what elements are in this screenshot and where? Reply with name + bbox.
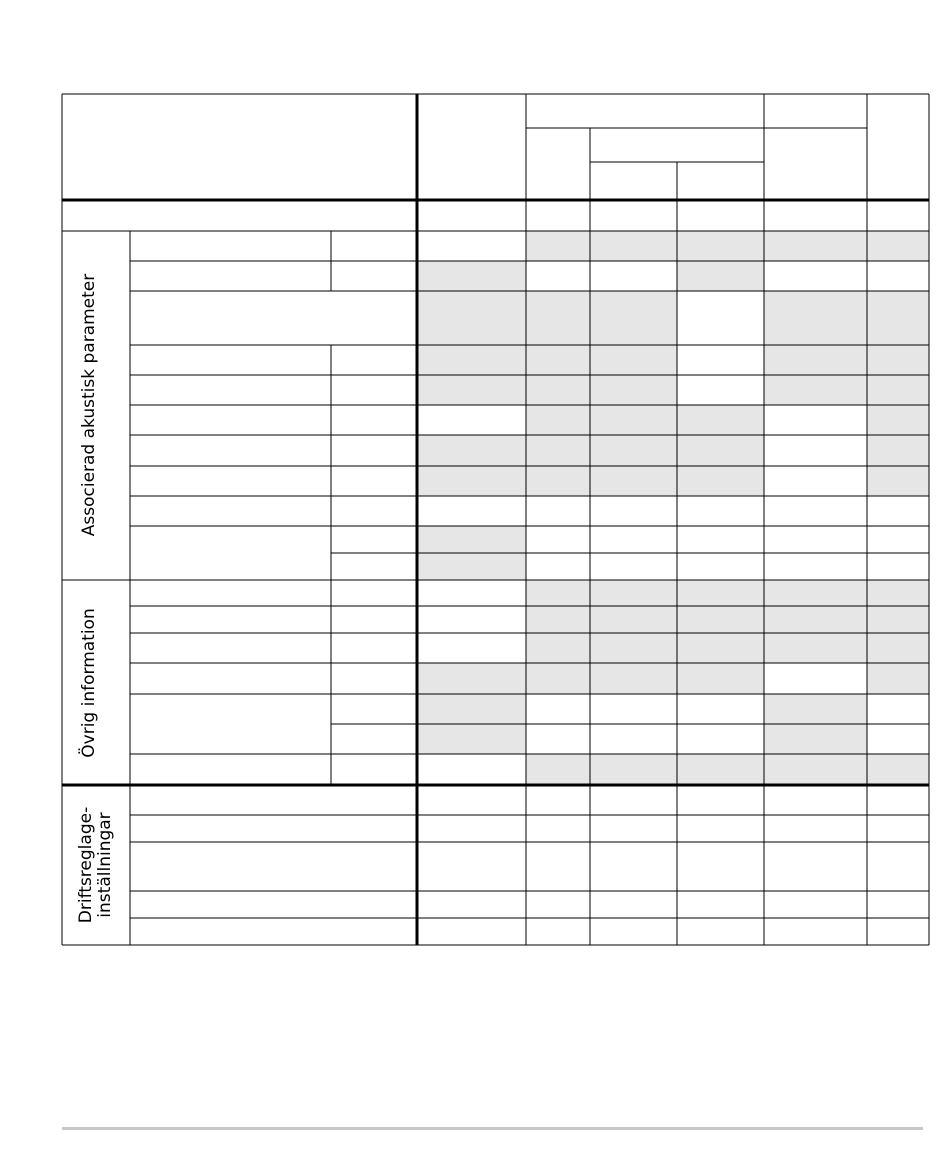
- shaded-cell: [526, 580, 590, 606]
- shaded-cell: [590, 606, 677, 633]
- shaded-cell: [867, 435, 929, 466]
- shaded-cell: [417, 375, 526, 405]
- shaded-cell: [764, 375, 867, 405]
- shaded-cell: [526, 466, 590, 496]
- shaded-cell: [677, 231, 764, 261]
- shaded-cell: [677, 405, 764, 435]
- shaded-cell: [764, 580, 867, 606]
- shaded-cell: [417, 261, 526, 291]
- footer-rule: [62, 1127, 923, 1130]
- shaded-cell: [526, 435, 590, 466]
- shaded-cell: [867, 231, 929, 261]
- table-gridlines: [62, 94, 929, 945]
- shaded-cell: [590, 633, 677, 663]
- shaded-cell: [867, 291, 929, 345]
- shaded-cell: [677, 754, 764, 785]
- shaded-cell: [526, 375, 590, 405]
- shaded-cell: [764, 724, 867, 754]
- shaded-cell: [867, 405, 929, 435]
- shaded-cell: [764, 345, 867, 375]
- shaded-cell: [526, 405, 590, 435]
- shaded-cell: [677, 435, 764, 466]
- group-label-associated: Associerad akustisk parameter: [79, 273, 99, 537]
- shaded-cell: [417, 435, 526, 466]
- shaded-cell: [590, 345, 677, 375]
- shaded-cell: [867, 663, 929, 694]
- shaded-cell: [590, 231, 677, 261]
- shaded-cell: [677, 466, 764, 496]
- shaded-cell: [417, 291, 526, 345]
- shaded-cell: [417, 724, 526, 754]
- shaded-cell: [677, 580, 764, 606]
- shaded-cell: [764, 606, 867, 633]
- shaded-cell: [677, 633, 764, 663]
- shaded-cell: [417, 345, 526, 375]
- shaded-cell: [417, 694, 526, 724]
- shaded-cell: [526, 606, 590, 633]
- shaded-cell: [764, 291, 867, 345]
- shaded-cell: [764, 633, 867, 663]
- shaded-cell: [867, 754, 929, 785]
- shaded-cell: [590, 291, 677, 345]
- shaded-cell: [867, 375, 929, 405]
- shaded-cell: [590, 580, 677, 606]
- shaded-cell: [417, 553, 526, 580]
- shaded-cell: [867, 466, 929, 496]
- shaded-cell: [417, 526, 526, 553]
- shaded-cell: [677, 606, 764, 633]
- shaded-cell: [590, 466, 677, 496]
- shaded-cell: [867, 580, 929, 606]
- shaded-cells: [417, 231, 929, 785]
- shaded-cell: [526, 663, 590, 694]
- shaded-cell: [417, 663, 526, 694]
- shaded-cell: [677, 261, 764, 291]
- shaded-cell: [526, 345, 590, 375]
- shaded-cell: [764, 231, 867, 261]
- shaded-cell: [590, 663, 677, 694]
- group-label-controls-line2: inställningar: [95, 812, 115, 918]
- shaded-cell: [590, 754, 677, 785]
- shaded-cell: [867, 633, 929, 663]
- shaded-cell: [764, 694, 867, 724]
- group-label-controls: [77, 807, 115, 923]
- shaded-cell: [590, 435, 677, 466]
- group-label-other-info: Övrig information: [79, 608, 99, 758]
- shaded-cell: [867, 606, 929, 633]
- shaded-cell: [526, 231, 590, 261]
- shaded-cell: [590, 375, 677, 405]
- shaded-cell: [764, 754, 867, 785]
- shaded-cell: [417, 466, 526, 496]
- group-label-controls-line1: Driftsreglage-: [76, 806, 96, 924]
- shaded-cell: [867, 345, 929, 375]
- shaded-cell: [526, 291, 590, 345]
- shaded-cell: [590, 405, 677, 435]
- shaded-cell: [526, 633, 590, 663]
- shaded-cell: [677, 663, 764, 694]
- shaded-cell: [526, 754, 590, 785]
